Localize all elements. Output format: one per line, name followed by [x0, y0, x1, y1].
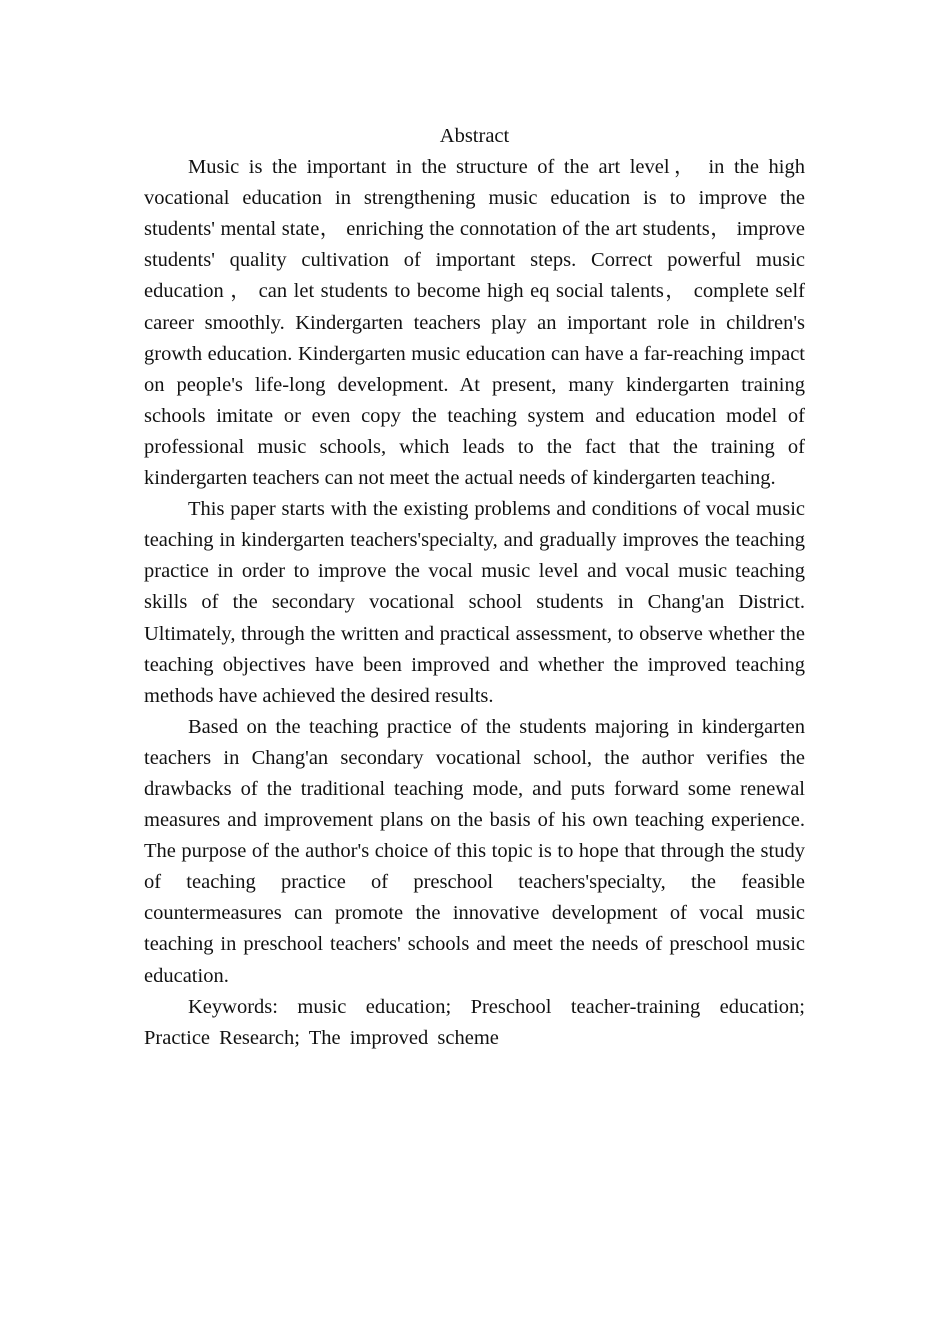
abstract-paragraph-1: Music is the important in the structure of the art level， in the high vocational education in strengthening music education is to improve the students' mental state， enriching the connotation of the art students， improve students' quality cultivation of important steps. Correct powerful music education ， can let students to become high eq social talents， complete self career smoothly. Kindergarten teachers play an important role in children's growth education. Kindergarten music education can have a far-reaching impact on people's life-long development. At present, many kindergarten training schools imitate or even copy the teaching system and education model of professional music schools, which leads to the fact that the training of kindergarten teachers can not meet the actual needs of kindergarten teaching.: [144, 156, 805, 490]
abstract-paragraph-2: This paper starts with the existing problems and conditions of vocal music teaching in kindergarten teachers'specialty, and gradually improves the teaching practice in order to improve the vocal music level and vocal music teaching skills of the secondary vocational school students in Chang'an District. Ultimately, through the written and practical assessment, to observe whether the teaching objectives have been improved and whether the improved teaching methods have achieved the desired results.: [144, 498, 805, 707]
keywords-line: Keywords: music education; Preschool teacher-training education; Practice Research; The improved scheme: [144, 995, 805, 1049]
abstract-body: [144, 121, 805, 1054]
abstract-title: Abstract: [439, 125, 510, 147]
abstract-paragraph-3: Based on the teaching practice of the students majoring in kindergarten teachers in Chang'an secondary vocational school, the author verifies the drawbacks of the traditional teaching mode, and puts forward some renewal measures and improvement plans on the basis of his own teaching experience. The purpose of the author's choice of this topic is to hope that through the study of teaching practice of preschool teachers'specialty, the feasible countermeasures can promote the innovative development of vocal music teaching in preschool teachers' schools and meet the needs of preschool music education.: [144, 715, 805, 987]
